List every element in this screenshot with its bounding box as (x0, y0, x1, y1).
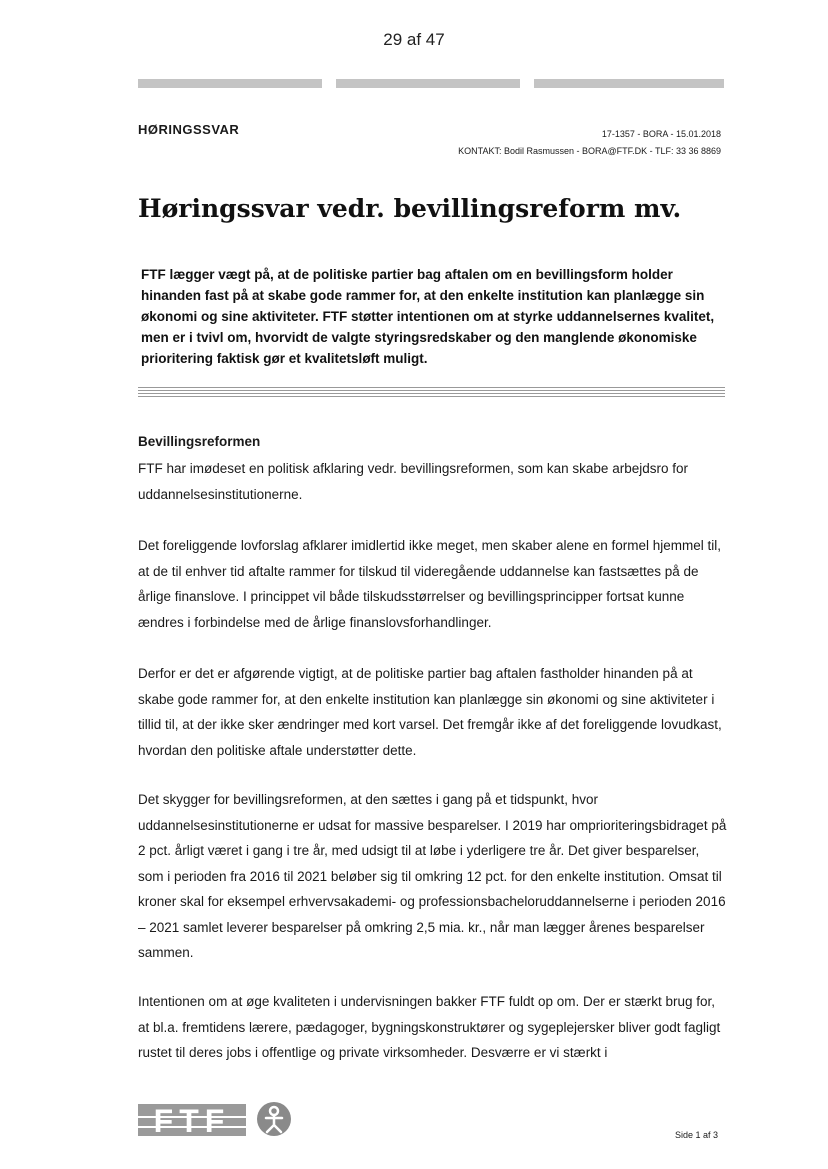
header-bar-middle (336, 79, 520, 88)
header-title: HØRINGSSVAR (138, 122, 240, 137)
ftf-logo (138, 1102, 246, 1138)
body-paragraph: FTF har imødeset en politisk afklaring vedr. bevillingsreformen, som kan skabe arbejdsro for uddannelsesinstitutionerne. (138, 461, 688, 502)
section-heading: Bevillingsreformen (138, 434, 261, 449)
person-badge-icon (256, 1101, 292, 1137)
header-bar-right (534, 79, 724, 88)
body-paragraph: Det skygger for bevillingsreformen, at den sættes i gang på et tidspunkt, hvor uddannelsesinstitutionerne er udsat for massive besparelser. I 2019 har omprioriteringsbidraget på 2 pct. årligt været i gang i tre år, med udsigt til at løbe i yderligere tre år. Det giver besparelser, som i perioden fra 2016 til 2021 beløber sig til omkring 12 pct. for den enkelte institution. Omsat til kroner skal for eksempel erhvervsakademi- og professionsbacheloruddannelserne i perioden 2016 – 2021 samlet leverer besparelser på omkring 2,5 mia. kr., når man lægger årenes besparelser sammen. (138, 792, 727, 960)
lead-paragraph: FTF lægger vægt på, at de politiske partier bag aftalen om en bevillingsform holder hinanden fast på at skabe gode rammer for, at den enkelte institution kan planlægge sin økonomi og sine aktiviteter. FTF støtter intentionen om at styrke uddannelsernes kvalitet, men er i tvivl om, hvorvidt de valgte styringsredskaber og den manglende økonomiske prioritering faktisk gør et kvalitetsløft muligt. (141, 267, 715, 366)
page-counter: 29 af 47 (383, 30, 445, 49)
divider-line (138, 393, 725, 394)
header-bar-left (138, 79, 322, 88)
divider-line (138, 387, 725, 388)
divider-line (138, 396, 725, 397)
divider-line (138, 390, 725, 391)
footer-page-label: Side 1 af 3 (674, 1130, 718, 1140)
document-title: Høringssvar vedr. bevillingsreform mv. (138, 194, 682, 223)
body-paragraph: Derfor er det er afgørende vigtigt, at de politiske partier bag aftalen fastholder hinanden på at skabe gode rammer for, at den enkelte institution kan planlægge sin økonomi og sine aktiviteter i tillid til, at der ikke sker ændringer med kort varsel. Det fremgår ikke af det foreliggende lovudkast, hvordan den politiske aftale understøtter dette. (138, 666, 722, 758)
body-paragraph: Intentionen om at øge kvaliteten i undervisningen bakker FTF fuldt op om. Der er stærkt brug for, at bl.a. fremtidens lærere, pædagoger, bygningskonstruktører og sygeplejersker bliver godt fagligt rustet til deres jobs i offentlige og private virksomheder. Desværre er vi stærkt i (138, 994, 721, 1060)
header-contact: KONTAKT: Bodil Rasmussen - BORA@FTF.DK - TLF: 33 36 8869 (458, 146, 721, 156)
header-reference: 17-1357 - BORA - 15.01.2018 (601, 129, 721, 139)
ftf-logo-text: FTF (153, 1103, 231, 1138)
body-paragraph: Det foreliggende lovforslag afklarer imidlertid ikke meget, men skaber alene en formel hjemmel til, at de til enhver tid aftalte rammer for tilskud til videregående uddannelse kan fastsættes på de årlige finanslove. I princippet vil både tilskudsstørrelser og bevillingsprincipper fortsat kunne ændres i forbindelse med de årlige finanslovsforhandlinger. (138, 538, 722, 630)
